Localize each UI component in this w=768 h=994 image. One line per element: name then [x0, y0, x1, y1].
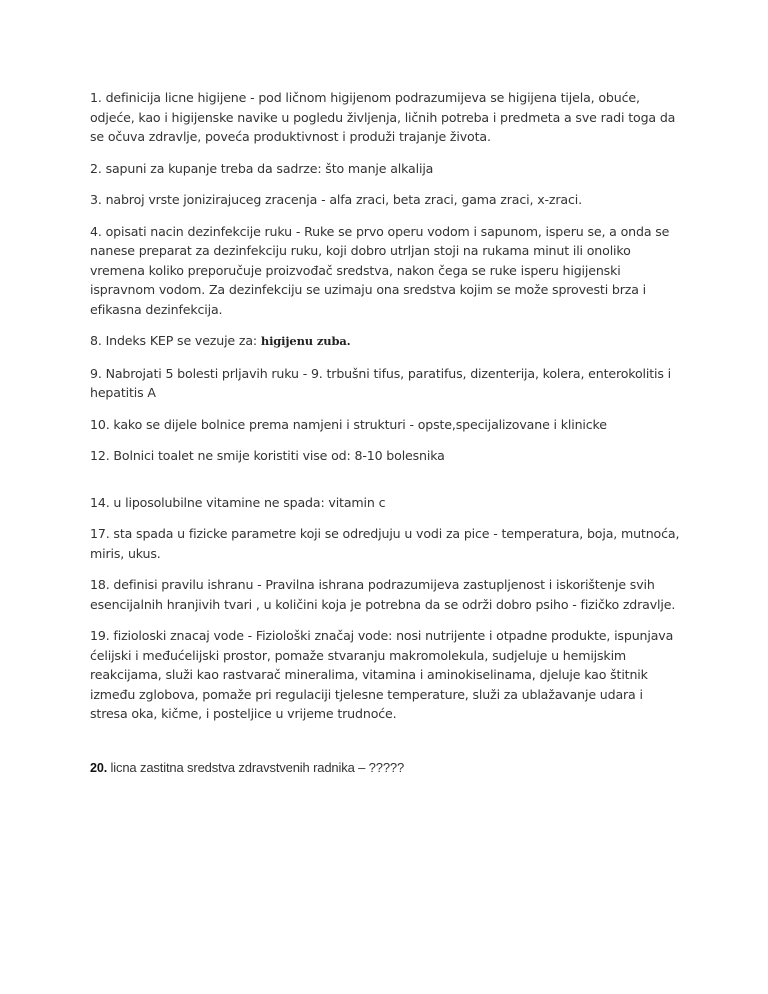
- document-body: [90, 88, 682, 790]
- paragraph-q10-text: 10. kako se dijele bolnice prema namjeni i strukturi - opste,specijalizovane i klinicke: [90, 416, 607, 432]
- paragraph-q18: [90, 575, 682, 614]
- paragraph-q10: [90, 415, 682, 435]
- paragraph-q8-answer: higijenu zuba.: [260, 334, 351, 348]
- paragraph-q8-text: 8. Indeks KEP se vezuje za:: [90, 333, 261, 348]
- paragraph-q14-text: 14. u liposolubilne vitamine ne spada: vitamin c: [90, 494, 386, 510]
- paragraph-q4: [90, 222, 682, 320]
- paragraph-q17-text: 17. sta spada u fizicke parametre koji se odredjuju u vodi za pice - temperatura, boja, mutnoća, miris, ukus.: [90, 526, 680, 561]
- paragraph-q20-text: licna zastitna sredstva zdravstvenih radnika – ?????: [107, 759, 405, 775]
- paragraph-q2-text: 2. sapuni za kupanje treba da sadrze: što manje alkalija: [90, 160, 434, 176]
- paragraph-q19-text: 19. fizioloski znacaj vode - Fiziološki značaj vode: nosi nutrijente i otpadne produkte, ispunjava ćelijski i međućelijski prostor, pomaže stvaranju makromolekula, sudjeluje u hemijskim reakcijama, služi kao rastvarač mineralima, vitamina i aminokiselinama, djeluje kao štitnik između zglobova, pomaže pri regulaciji tjelesne temperature, služi za ublažavanje udara i stresa oka, kičme, i posteljice u vrijeme trudnoće.: [90, 628, 674, 721]
- paragraph-q9: [90, 364, 682, 403]
- paragraph-q20: [90, 758, 682, 779]
- paragraph-q12: [90, 446, 682, 466]
- paragraph-q18-text: 18. definisi pravilu ishranu - Pravilna ishrana podrazumijeva zastupljenost i iskorištenje svih esencijalnih hranjivih tvari , u količini koja je potrebna da se održi dobro psiho - fizičko zdravlje.: [90, 577, 676, 612]
- paragraph-q8: [90, 331, 682, 352]
- paragraph-q2: [90, 159, 682, 179]
- paragraph-q12-text: 12. Bolnici toalet ne smije koristiti vise od: 8-10 bolesnika: [90, 448, 445, 463]
- paragraph-q14: [90, 493, 682, 513]
- paragraph-q4-text: 4. opisati nacin dezinfekcije ruku - Ruke se prvo operu vodom i sapunom, isperu se, a onda se nanese preparat za dezinfekciju ruku, koji dobro utrljan stoji na rukama minut ili onoliko vremena koliko preporučuje proizvođač sredstva, nakon čega se ruke isperu higijenski ispravnom vodom. Za dezinfekciju se uzimaju ona sredstva kojim se može sprovesti brza i efikasna dezinfekcija.: [90, 223, 670, 317]
- paragraph-q20-number: 20.: [90, 760, 108, 775]
- paragraph-q3-text: 3. nabroj vrste jonizirajuceg zracenja - alfa zraci, beta zraci, gama zraci, x-zraci.: [90, 192, 582, 207]
- paragraph-q1: [90, 88, 682, 147]
- paragraph-q9-text: 9. Nabrojati 5 bolesti prljavih ruku - 9. trbušni tifus, paratifus, dizenterija, kolera, enterokolitis i hepatitis A: [90, 365, 671, 400]
- paragraph-q3: [90, 190, 682, 210]
- paragraph-q19: [90, 626, 682, 724]
- paragraph-q1-text: 1. definicija licne higijene - pod ličnom higijenom podrazumijeva se higijena tijela, obuće, odjeće, kao i higijenske navike u pogledu življenja, ličnih potreba i predmeta a sve radi toga da se očuva zdravlje, poveća produktivnost i produži trajanje života.: [90, 90, 676, 144]
- paragraph-q17: [90, 524, 682, 563]
